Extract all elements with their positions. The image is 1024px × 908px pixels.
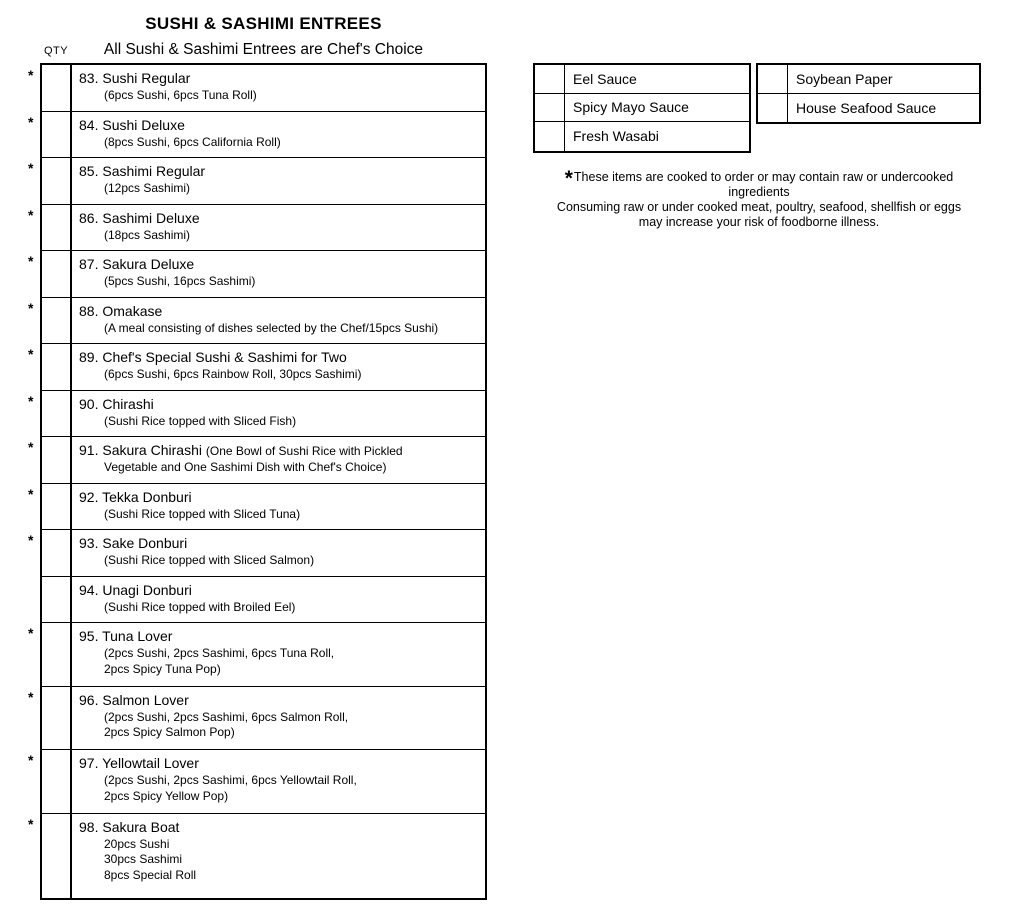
menu-row xyxy=(28,687,485,751)
sauce-row xyxy=(758,65,979,94)
raw-item-star-marker: * xyxy=(28,625,34,641)
menu-row xyxy=(28,437,485,484)
item-descriptions xyxy=(79,460,479,476)
qty-input-cell[interactable] xyxy=(42,112,72,158)
sauce-label: Spicy Mayo Sauce xyxy=(573,99,689,116)
qty-input-cell[interactable] xyxy=(42,391,72,437)
item-number: 94. xyxy=(79,581,99,598)
sauce-qty-cell[interactable] xyxy=(758,94,788,123)
sauce-qty-cell[interactable] xyxy=(535,65,565,93)
qty-input-cell[interactable] xyxy=(42,205,72,251)
qty-input-cell[interactable] xyxy=(42,814,72,898)
disclaimer-line-1-text: These items are cooked to order or may contain raw or undercooked ingredients xyxy=(573,170,954,199)
item-cell xyxy=(72,687,485,750)
menu-row xyxy=(42,577,485,624)
item-title xyxy=(79,441,479,460)
item-descriptions xyxy=(79,228,479,244)
menu-row xyxy=(28,205,485,252)
disclaimer-line-3: may increase your risk of foodborne illness. xyxy=(638,215,880,229)
item-number: 95. xyxy=(79,628,99,644)
item-name: Tekka Donburi xyxy=(102,488,192,505)
sauce-row xyxy=(535,94,749,123)
item-cell xyxy=(72,577,485,623)
qty-input-cell[interactable] xyxy=(42,344,72,390)
item-desc-line: (2pcs Sushi, 2pcs Sashimi, 6pcs Salmon Roll, xyxy=(104,709,349,724)
item-desc-line: 8pcs Special Roll xyxy=(104,867,197,882)
qty-input-cell[interactable] xyxy=(42,437,72,483)
item-descriptions xyxy=(79,414,479,430)
item-title xyxy=(79,255,479,274)
item-descriptions xyxy=(79,274,479,290)
item-desc-line: (5pcs Sushi, 16pcs Sashimi) xyxy=(104,274,256,288)
menu-row xyxy=(28,298,485,345)
item-title xyxy=(79,395,479,414)
raw-food-disclaimer xyxy=(533,167,985,230)
disclaimer-line-2: Consuming raw or under cooked meat, poultry, seafood, shellfish or eggs xyxy=(556,200,962,214)
sauce-label: Soybean Paper xyxy=(796,70,893,87)
menu-row xyxy=(28,344,485,391)
item-name: Tuna Lover xyxy=(102,628,173,644)
raw-item-star-marker: * xyxy=(28,815,34,832)
item-desc-line: (Sushi Rice topped with Sliced Tuna) xyxy=(104,506,301,521)
sauce-qty-cell[interactable] xyxy=(535,122,565,151)
item-name: Chef's Special Sushi & Sashimi for Two xyxy=(102,349,347,365)
item-title xyxy=(79,209,479,228)
sauce-qty-cell[interactable] xyxy=(758,65,788,93)
raw-item-star-marker: * xyxy=(28,253,34,269)
qty-input-cell[interactable] xyxy=(42,530,72,576)
item-cell xyxy=(72,623,485,686)
item-name: Unagi Donburi xyxy=(102,581,192,598)
sauce-row xyxy=(758,94,979,123)
item-number: 90. xyxy=(79,395,99,412)
disclaimer-line-1 xyxy=(533,167,985,200)
sauce-label: House Seafood Sauce xyxy=(796,99,937,116)
item-desc-line: 30pcs Sashimi xyxy=(104,852,183,866)
item-descriptions xyxy=(79,321,479,337)
item-number: 86. xyxy=(79,209,99,226)
item-title xyxy=(79,162,479,181)
item-title xyxy=(79,116,479,135)
item-name: Chirashi xyxy=(102,395,154,412)
item-desc-line: Vegetable and One Sashimi Dish with Chef's Choice) xyxy=(104,460,387,474)
item-cell xyxy=(72,205,485,251)
item-name: Sashimi Deluxe xyxy=(102,209,200,226)
item-title xyxy=(79,627,479,646)
raw-item-star-marker: * xyxy=(28,346,34,362)
sauce-table-right xyxy=(756,63,981,124)
menu-row xyxy=(28,112,485,159)
item-desc-line: (8pcs Sushi, 6pcs California Roll) xyxy=(104,134,281,149)
item-desc-line: 20pcs Sushi xyxy=(104,836,170,851)
item-desc-line: (Sushi Rice topped with Sliced Fish) xyxy=(104,413,297,428)
raw-item-star-marker: * xyxy=(28,113,34,130)
qty-input-cell[interactable] xyxy=(42,65,72,111)
item-name: Salmon Lover xyxy=(102,691,189,708)
menu-row xyxy=(28,251,485,298)
item-number: 93. xyxy=(79,535,99,551)
item-desc-line: (Sushi Rice topped with Broiled Eel) xyxy=(104,599,296,614)
item-title xyxy=(79,534,479,553)
sauce-row xyxy=(535,65,749,94)
menu-row xyxy=(28,65,485,112)
menu-row xyxy=(28,530,485,577)
item-number: 97. xyxy=(79,755,99,771)
item-desc-line: (2pcs Sushi, 2pcs Sashimi, 6pcs Yellowtail Roll, xyxy=(104,773,357,787)
item-number: 98. xyxy=(79,818,99,835)
raw-item-star-marker: * xyxy=(28,752,34,768)
item-number: 84. xyxy=(79,116,99,133)
menu-table-body xyxy=(28,65,485,898)
item-descriptions xyxy=(79,367,479,383)
item-descriptions xyxy=(79,88,479,104)
item-name: Sushi Deluxe xyxy=(102,116,185,133)
menu-row xyxy=(28,391,485,438)
qty-input-cell[interactable] xyxy=(42,158,72,204)
item-descriptions xyxy=(79,710,479,741)
item-name: Omakase xyxy=(102,302,163,319)
qty-input-cell[interactable] xyxy=(42,251,72,297)
item-title xyxy=(79,348,479,367)
qty-input-cell[interactable] xyxy=(42,750,72,813)
item-name: Sashimi Regular xyxy=(102,163,206,179)
item-cell xyxy=(72,112,485,158)
item-cell xyxy=(72,750,485,813)
item-title xyxy=(79,302,479,321)
item-name: Yellowtail Lover xyxy=(102,755,199,771)
item-desc-line: 2pcs Spicy Tuna Pop) xyxy=(104,661,221,676)
item-cell xyxy=(72,251,485,297)
sauce-label: Eel Sauce xyxy=(573,70,637,87)
raw-item-star-marker: * xyxy=(28,439,34,455)
qty-input-cell[interactable] xyxy=(42,623,72,686)
qty-input-cell[interactable] xyxy=(42,484,72,530)
item-number: 83. xyxy=(79,70,99,86)
sauce-row xyxy=(535,122,749,151)
item-cell xyxy=(72,65,485,111)
item-number: 92. xyxy=(79,488,99,505)
raw-item-star-marker: * xyxy=(28,160,34,176)
sauce-label: Fresh Wasabi xyxy=(573,128,659,145)
sauce-table-left xyxy=(533,63,751,153)
menu-table xyxy=(28,63,487,900)
menu-row xyxy=(28,484,485,531)
page-subtitle: All Sushi & Sashimi Entrees are Chef's Choice xyxy=(103,41,424,58)
item-desc-line: (Sushi Rice topped with Sliced Salmon) xyxy=(104,553,315,567)
item-descriptions xyxy=(79,837,479,884)
raw-item-star-marker: * xyxy=(28,67,34,83)
item-name: Sushi Regular xyxy=(102,70,191,86)
item-title xyxy=(79,69,479,88)
item-descriptions xyxy=(79,507,479,523)
item-descriptions xyxy=(79,181,479,197)
item-desc-line: (6pcs Sushi, 6pcs Tuna Roll) xyxy=(104,88,257,102)
item-desc-line: (A meal consisting of dishes selected by the Chef/15pcs Sushi) xyxy=(104,320,439,335)
item-cell xyxy=(72,391,485,437)
raw-item-star-marker: * xyxy=(28,532,34,548)
item-descriptions xyxy=(79,600,479,616)
item-number: 91. xyxy=(79,442,99,458)
item-descriptions xyxy=(79,773,479,804)
disclaimer-star: * xyxy=(564,167,573,190)
item-descriptions xyxy=(79,646,479,677)
item-number: 87. xyxy=(79,256,99,272)
qty-input-cell[interactable] xyxy=(42,687,72,750)
item-desc-line: 2pcs Spicy Salmon Pop) xyxy=(104,725,235,739)
item-name: Sake Donburi xyxy=(102,535,188,551)
menu-row xyxy=(28,814,485,898)
item-cell xyxy=(72,484,485,530)
item-cell xyxy=(72,298,485,344)
item-desc-line: 2pcs Spicy Yellow Pop) xyxy=(104,788,229,803)
item-cell xyxy=(72,814,485,898)
raw-item-star-marker: * xyxy=(28,206,34,223)
raw-item-star-marker: * xyxy=(28,392,34,409)
item-cell xyxy=(72,530,485,576)
item-desc-line: (12pcs Sashimi) xyxy=(104,181,191,195)
qty-input-cell[interactable] xyxy=(42,577,72,623)
item-number: 85. xyxy=(79,163,99,179)
item-cell xyxy=(72,437,485,483)
menu-row xyxy=(28,623,485,687)
item-title xyxy=(79,818,479,837)
item-descriptions xyxy=(79,135,479,151)
raw-item-star-marker: * xyxy=(28,688,34,705)
raw-item-star-marker: * xyxy=(28,299,34,316)
menu-row xyxy=(28,158,485,205)
qty-column-header: QTY xyxy=(44,45,69,57)
item-desc-line: (2pcs Sushi, 2pcs Sashimi, 6pcs Tuna Roll, xyxy=(104,646,335,660)
item-title xyxy=(79,691,479,710)
item-desc-line: (18pcs Sashimi) xyxy=(104,227,191,242)
menu-row xyxy=(28,750,485,814)
item-name: Sakura Deluxe xyxy=(102,256,195,272)
item-descriptions xyxy=(79,553,479,569)
item-number: 89. xyxy=(79,349,99,365)
item-name-note: (One Bowl of Sushi Rice with Pickled xyxy=(205,444,403,458)
item-name: Sakura Chirashi xyxy=(102,442,202,458)
sauce-qty-cell[interactable] xyxy=(535,94,565,122)
item-desc-line: (6pcs Sushi, 6pcs Rainbow Roll, 30pcs Sashimi) xyxy=(104,367,362,381)
raw-item-star-marker: * xyxy=(28,485,34,502)
item-number: 96. xyxy=(79,691,99,708)
qty-input-cell[interactable] xyxy=(42,298,72,344)
item-cell xyxy=(72,158,485,204)
item-name: Sakura Boat xyxy=(102,818,180,835)
item-title xyxy=(79,754,479,773)
item-title xyxy=(79,488,479,507)
page-title: SUSHI & SASHIMI ENTREES xyxy=(145,14,382,33)
item-number: 88. xyxy=(79,302,99,319)
item-title xyxy=(79,581,479,600)
item-cell xyxy=(72,344,485,390)
